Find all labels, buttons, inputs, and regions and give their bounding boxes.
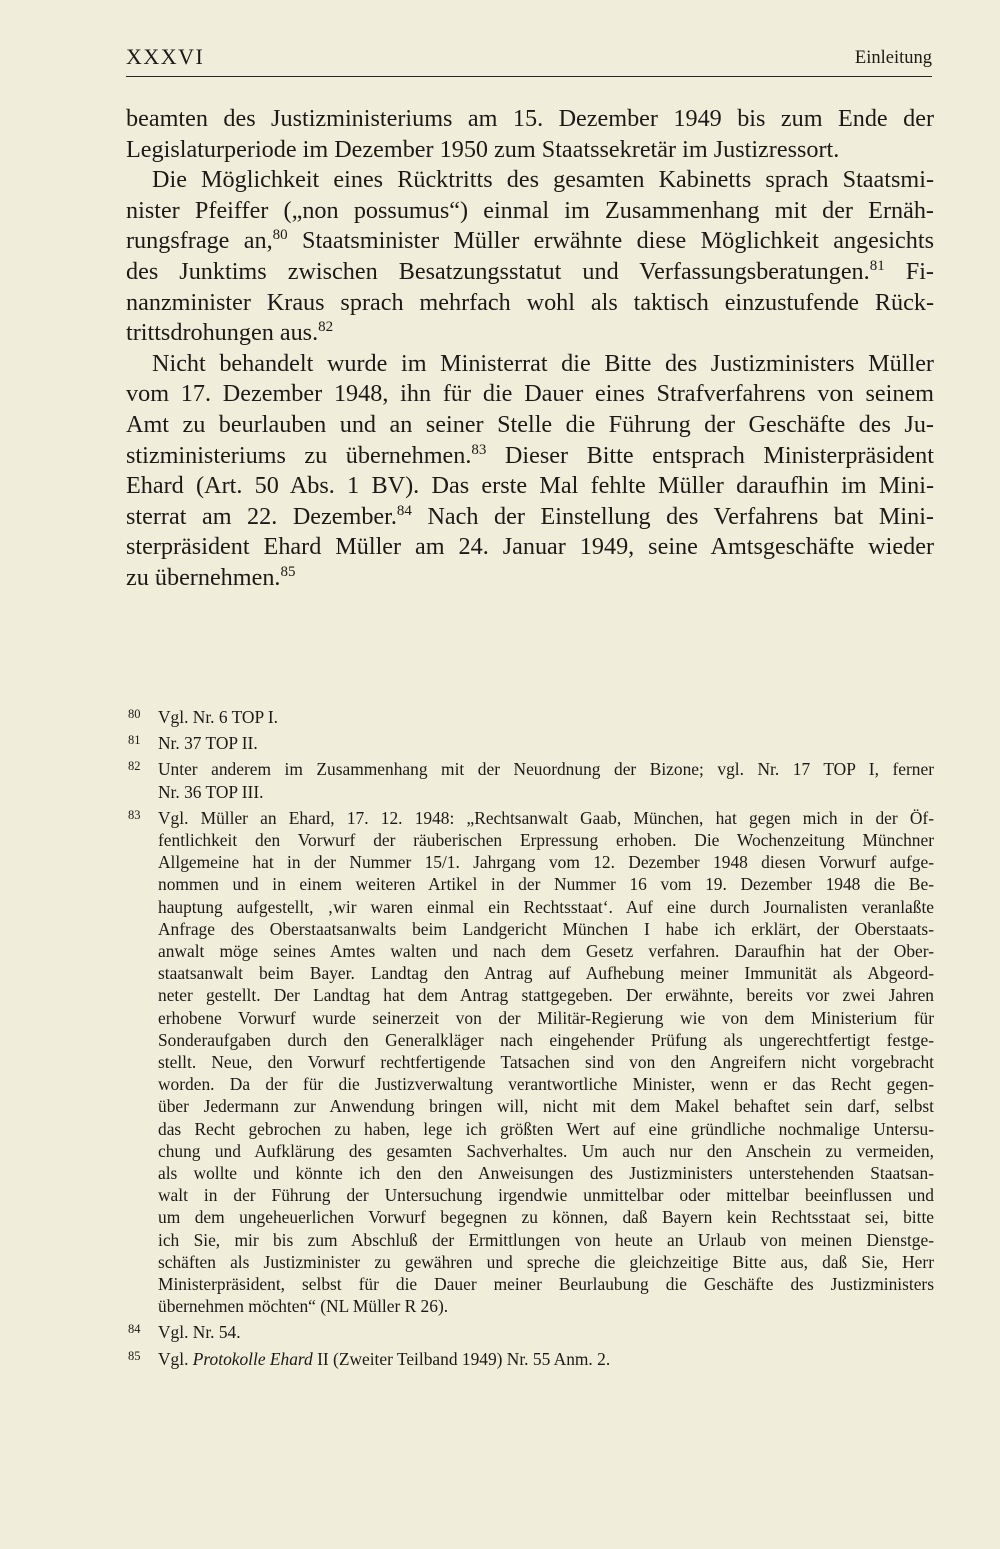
footnote-ref-81[interactable]: 81: [869, 257, 885, 274]
footnote-ref-85[interactable]: 85: [280, 563, 296, 580]
paragraph-3: [126, 349, 934, 594]
footnote-text: Nr. 37 TOP II.: [158, 733, 258, 754]
footnote-line: fentlichkeit den Vorwurf der räuberischen Erpressung erhoben. Die Wochenzeitung Münchner: [158, 830, 934, 851]
paragraph-2: [126, 165, 934, 349]
text-line: trittsdrohungen aus.$^{82}$: [126, 319, 334, 347]
text-line: Amt zu beurlauben und an seiner Stelle die Führung der Geschäfte des Ju-: [126, 410, 934, 438]
text-line: Die Möglichkeit eines Rücktritts des gesamten Kabinetts sprach Staatsmi-: [152, 166, 934, 194]
footnotes: [126, 706, 934, 1374]
footnote-line: das Recht gebrochen zu haben, lege ich größten Wert auf eine gründliche nochmalige Untersu-: [158, 1118, 934, 1139]
text-line: vom 17. Dezember 1948, ihn für die Dauer eines Strafverfahrens von seinem: [126, 380, 934, 408]
footnote-82: [126, 758, 934, 802]
footnote-ref-80[interactable]: 80: [272, 227, 288, 244]
footnote-line: stellt. Neue, den Vorwurf rechtfertigende Tatsachen sind von den Angreifern nicht vorgebracht: [158, 1052, 934, 1073]
footnote-line: worden. Da der für die Justizverwaltung verantwortliche Minister, wenn er das Recht gegen-: [158, 1074, 934, 1095]
footnote-ref-84[interactable]: 84: [396, 502, 412, 519]
publication-title: Protokolle Ehard: [192, 1348, 313, 1369]
text-line: des Junktims zwischen Besatzungsstatut und Verfassungsberatungen.$^{81}$ Fi-: [126, 257, 934, 285]
footnote-number: 83: [128, 807, 141, 822]
footnote-number: 84: [128, 1322, 141, 1337]
footnote-line: Anfrage des Oberstaatsanwalts beim Landgericht München I habe ich erklärt, der Oberstaats-: [158, 918, 934, 939]
section-title: Einleitung: [854, 48, 932, 68]
footnote-line: übernehmen möchten“ (NL Müller R 26).: [158, 1296, 449, 1317]
footnote-line: ich Sie, mir bis zum Abschluß der Ermittlungen von heute an Urlaub von meinen Dienstge-: [158, 1229, 934, 1250]
footnote-text: Vgl. Protokolle Ehard II (Zweiter Teilband 1949) Nr. 55 Anm. 2.: [158, 1348, 611, 1369]
footnote-line: neter gestellt. Der Landtag hat dem Antrag stattgegeben. Der erwähnte, bereits vor zwei Jahren: [158, 985, 934, 1006]
footnote-line: staatsanwalt beim Bayer. Landtag den Antrag auf Aufhebung meiner Immunität als Abgeord-: [158, 963, 934, 984]
footnote-line: als wollte und könnte ich den den Anweisungen des Justizministers unterstehenden Staatsan-: [158, 1163, 934, 1184]
footnote-line: um dem ungeheuerlichen Vorwurf begegnen zu können, daß Bayern kein Rechtsstaat sei, bitte: [158, 1207, 934, 1228]
footnote-80: [126, 706, 934, 728]
text-line: nister Pfeiffer („non possumus“) einmal im Zusammenhang mit der Ernäh-: [126, 196, 934, 224]
paragraph-1: [126, 104, 934, 165]
footnote-line: hauptung aufgestellt, ‚wir waren einmal ein Rechtsstaat‘. Auf eine durch Journalisten veranlaßte: [158, 896, 934, 917]
footnote-number: 80: [128, 707, 141, 721]
footnote-line: Allgemeine hat in der Nummer 15/1. Jahrgang vom 12. Dezember 1948 diesen Vorwurf aufge-: [158, 852, 934, 873]
footnote-line: Vgl. Müller an Ehard, 17. 12. 1948: „Rechtsanwalt Gaab, München, hat gegen mich in der Öf-: [158, 807, 934, 828]
footnote-text: [158, 807, 934, 1318]
footnote-81: [126, 732, 934, 754]
text-line: Legislaturperiode im Dezember 1950 zum Staatssekretär im Justizressort.: [126, 135, 840, 163]
running-header: [126, 44, 932, 77]
footnote-number: 81: [128, 733, 141, 748]
footnote-ref-83[interactable]: 83: [471, 441, 487, 458]
text-line: nanzminister Kraus sprach mehrfach wohl als taktisch einzustufende Rück-: [126, 288, 934, 316]
footnote-line: Nr. 36 TOP III.: [158, 781, 264, 802]
footnote-text: Vgl. Nr. 54.: [158, 1322, 241, 1343]
footnote-line: walt in der Führung der Untersuchung irgendwie unmittelbar oder mittelbar beeinflussen und: [158, 1185, 934, 1206]
page-number: XXXVI: [126, 44, 205, 69]
footnote-line: über Jedermann zur Anwendung bringen will, nicht mit dem Makel behaftet sein darf, selbst: [158, 1096, 934, 1117]
footnote-line: Ministerpräsident, selbst für die Dauer meiner Beurlaubung die Geschäfte des Justizministers: [158, 1274, 934, 1295]
footnote-text: [158, 758, 934, 802]
footnote-line: anwalt möge seines Amtes walten und nach dem Gesetz verfahren. Daraufhin hat der Ober-: [158, 941, 934, 962]
text-line: stizministeriums zu übernehmen.$^{83}$ Dieser Bitte entsprach Ministerpräsident: [126, 441, 934, 469]
text-line: beamten des Justizministeriums am 15. Dezember 1949 bis zum Ende der: [126, 105, 934, 132]
footnote-number: 85: [128, 1348, 141, 1363]
footnote-85: [126, 1348, 934, 1370]
footnote-line: schäften als Justizminister zu gewähren und spreche die gleichzeitige Bitte aus, daß Sie, Herr: [158, 1251, 934, 1272]
text-line: Ehard (Art. 50 Abs. 1 BV). Das erste Mal fehlte Müller daraufhin im Mini-: [126, 472, 934, 500]
footnote-83: [126, 807, 934, 1318]
text-line: sterrat am 22. Dezember.$^{84}$ Nach der Einstellung des Verfahrens bat Mini-: [126, 502, 934, 530]
text-line: rungsfrage an,$^{80}$ Staatsminister Müller erwähnte diese Möglichkeit angesichts: [126, 227, 934, 255]
footnote-ref-82[interactable]: 82: [318, 319, 334, 336]
text-line: sterpräsident Ehard Müller am 24. Januar 1949, seine Amtsgeschäfte wieder: [126, 533, 934, 561]
footnote-number: 82: [128, 759, 141, 774]
footnote-line: Sonderaufgaben durch den Generalkläger nach eingehender Prüfung als ungerechtfertigt festge-: [158, 1029, 934, 1050]
text-line: zu übernehmen.$^{85}$: [126, 563, 296, 591]
footnote-line: chung und Aufklärung des gesamten Sachverhaltes. Um auch nur den Anschein zu vermeiden,: [158, 1140, 934, 1161]
footnote-84: [126, 1321, 934, 1343]
footnote-line: Unter anderem im Zusammenhang mit der Neuordnung der Bizone; vgl. Nr. 17 TOP I, ferner: [158, 759, 934, 780]
footnote-line: nommen und in einem weiteren Artikel in der Nummer 16 vom 19. Dezember 1948 die Be-: [158, 874, 934, 895]
text-line: Nicht behandelt wurde im Ministerrat die Bitte des Justizministers Müller: [152, 349, 934, 377]
footnote-text: Vgl. Nr. 6 TOP I.: [158, 707, 278, 727]
main-text: [126, 104, 934, 594]
footnote-line: erhobene Vorwurf wurde seinerzeit von der Militär-Regierung wie von dem Ministerium für: [158, 1007, 934, 1028]
